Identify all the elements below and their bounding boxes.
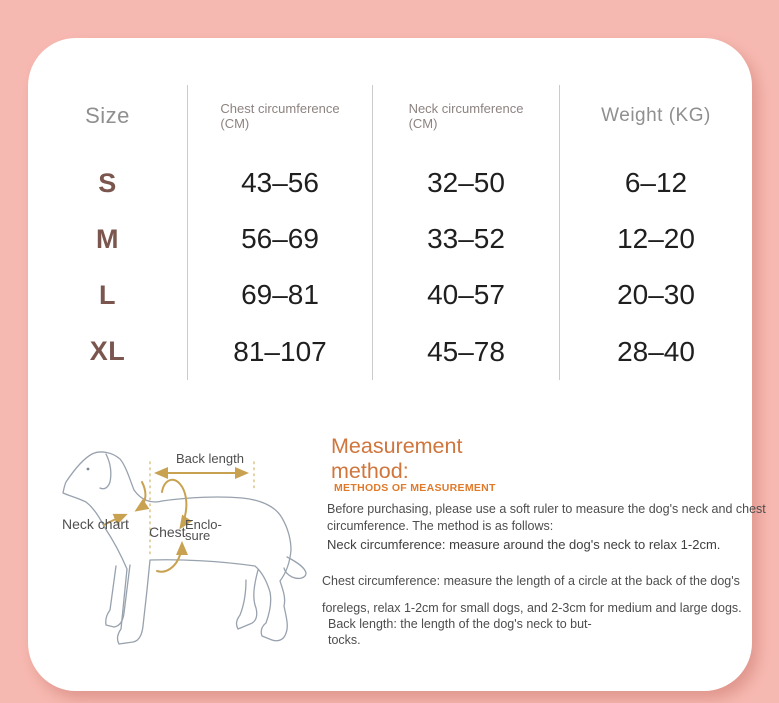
back-length-label: Back length (176, 451, 244, 466)
chest-note-line1: Chest circumference: measure the length of a circle at the back of the dog's (322, 574, 740, 588)
weight-value: 28–40 (559, 323, 752, 380)
size-label: M (96, 223, 119, 254)
dog-outline-illustration (50, 440, 320, 685)
size-header-label: Size (85, 103, 130, 128)
size-label: S (98, 167, 117, 198)
dog-measurement-diagram (50, 440, 320, 685)
chest-header-label: Chest circumference (220, 101, 340, 116)
measurement-method-subtitle: METHODS OF MEASUREMENT (334, 482, 496, 494)
column-header-chest (187, 85, 372, 155)
chest-label: Chest (149, 524, 186, 540)
column-header-neck (372, 85, 559, 155)
enclosure-label-line1: Enclo- (185, 517, 222, 532)
chest-note-line2: forelegs, relax 1-2cm for small dogs, and 2-3cm for medium and large dogs. (322, 601, 742, 615)
neck-chart-label: Neck chart (62, 516, 129, 532)
chest-header-unit: (CM) (220, 116, 250, 131)
weight-value: 20–30 (559, 267, 752, 323)
weight-value: 6–12 (559, 155, 752, 211)
intro-line2: circumference. The method is as follows: (327, 519, 554, 533)
intro-line1: Before purchasing, please use a soft ruler to measure the dog's neck and chest (327, 502, 766, 516)
chest-value: 81–107 (187, 323, 372, 380)
column-header-weight (559, 85, 752, 155)
size-label: XL (89, 336, 126, 366)
chest-value: 56–69 (187, 211, 372, 267)
column-header-size (28, 85, 187, 155)
chest-girth-upper-arrow (162, 480, 186, 527)
neck-value: 40–57 (372, 267, 559, 323)
chest-value: 69–81 (187, 267, 372, 323)
enclosure-label (185, 519, 222, 541)
weight-value: 12–20 (559, 211, 752, 267)
enclosure-label-line2: sure (185, 528, 211, 543)
chest-circumference-note (322, 568, 742, 622)
neck-value: 45–78 (372, 323, 559, 380)
chest-value: 43–56 (187, 155, 372, 211)
size-label: L (99, 279, 116, 310)
neck-circumference-note: Neck circumference: measure around the dog's neck to relax 1-2cm. (327, 537, 721, 552)
neck-header-unit: (CM) (408, 116, 438, 131)
back-note-line2: tocks. (328, 633, 361, 647)
dog-outline (63, 452, 306, 644)
chest-girth-lower-arrow (157, 544, 182, 572)
measurement-intro-paragraph (327, 501, 766, 535)
weight-header-label: Weight (KG) (601, 105, 711, 126)
back-length-note (328, 616, 592, 648)
back-note-line1: Back length: the length of the dog's neck to but- (328, 617, 592, 631)
size-table (28, 85, 752, 380)
measurement-method-title: Measurement method: (331, 434, 463, 483)
neck-header-label: Neck circumference (408, 101, 524, 116)
neck-value: 32–50 (372, 155, 559, 211)
neck-value: 33–52 (372, 211, 559, 267)
